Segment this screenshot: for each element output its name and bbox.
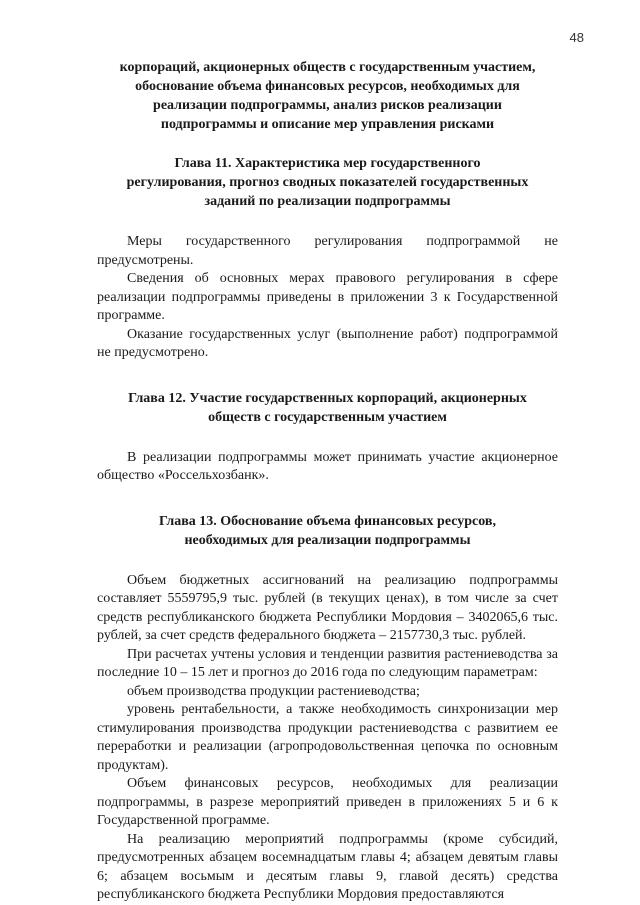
- paragraph: уровень рентабельности, а также необходимость синхронизации мер стимулирования производства продукции растениеводства с развитием ее переработки и реализации (агропродовольственная цепочка по основным продуктам).: [97, 702, 558, 773]
- chapter-title-line: регулирования, прогноз сводных показателей государственных: [126, 175, 529, 190]
- intro-heading-line: подпрограммы и описание мер управления рисками: [160, 117, 495, 132]
- paragraph: Объем финансовых ресурсов, необходимых для реализации подпрограммы, в разрезе мероприятий приведен в приложениях 5 и 6 к Государственной программе.: [97, 776, 558, 828]
- chapter-title-line: Глава 13. Обоснование объема финансовых ресурсов,: [159, 513, 496, 529]
- chapter-title-line: Глава 12. Участие государственных корпораций, акционерных: [128, 390, 527, 406]
- paragraph: объем производства продукции растениеводства;: [127, 683, 420, 699]
- chapter-12-title: [97, 389, 558, 427]
- intro-heading-line: реализации подпрограммы, анализ рисков реализации: [153, 98, 502, 113]
- chapter-title-line: заданий по реализации подпрограммы: [204, 194, 451, 209]
- page-number: 48: [569, 30, 584, 45]
- paragraph: Меры государственного регулирования подпрограммой не предусмотрены.: [97, 234, 558, 268]
- document-body: [97, 58, 558, 905]
- paragraph: Оказание государственных услуг (выполнение работ) подпрограммой не предусмотрено.: [97, 326, 558, 360]
- intro-heading: [97, 58, 558, 134]
- chapter-title-line: Глава 11. Характеристика мер государственного: [174, 156, 481, 171]
- paragraph: Сведения об основных мерах правового регулирования в сфере реализации подпрограммы приведены в приложении 3 к Государственной программе.: [97, 271, 558, 323]
- intro-heading-line: обоснование объема финансовых ресурсов, необходимых для: [135, 79, 520, 94]
- paragraph: В реализации подпрограммы может принимать участие акционерное общество «Россельхозбанк».: [97, 449, 558, 483]
- chapter-11-title: [97, 154, 558, 211]
- chapter-title-line: необходимых для реализации подпрограммы: [184, 532, 471, 548]
- intro-heading-line: корпораций, акционерных обществ с государственным участием,: [119, 60, 536, 75]
- paragraph: При расчетах учтены условия и тенденции развития растениеводства за последние 10 – 15 лет и прогноз до 2016 года по следующим параметрам:: [97, 646, 558, 680]
- chapter-13-title: [97, 512, 558, 550]
- paragraph: На реализацию мероприятий подпрограммы (кроме субсидий, предусмотренных абзацем восемнадцатым главы 4; абзацем девятым главы 6; абзацем восьмым и десятым главы 9, главой десять) средства республиканского бюджета Республики Мордовия предоставляются: [97, 831, 558, 902]
- paragraph: Объем бюджетных ассигнований на реализацию подпрограммы составляет 5559795,9 тыс. рублей (в текущих ценах), в том числе за счет средств республиканского бюджета Республики Мордовия – 3402065,6 тыс. рублей, за счет средств федерального бюджета – 2157730,3 тыс. рублей.: [97, 572, 558, 643]
- chapter-title-line: обществ с государственным участием: [208, 409, 447, 425]
